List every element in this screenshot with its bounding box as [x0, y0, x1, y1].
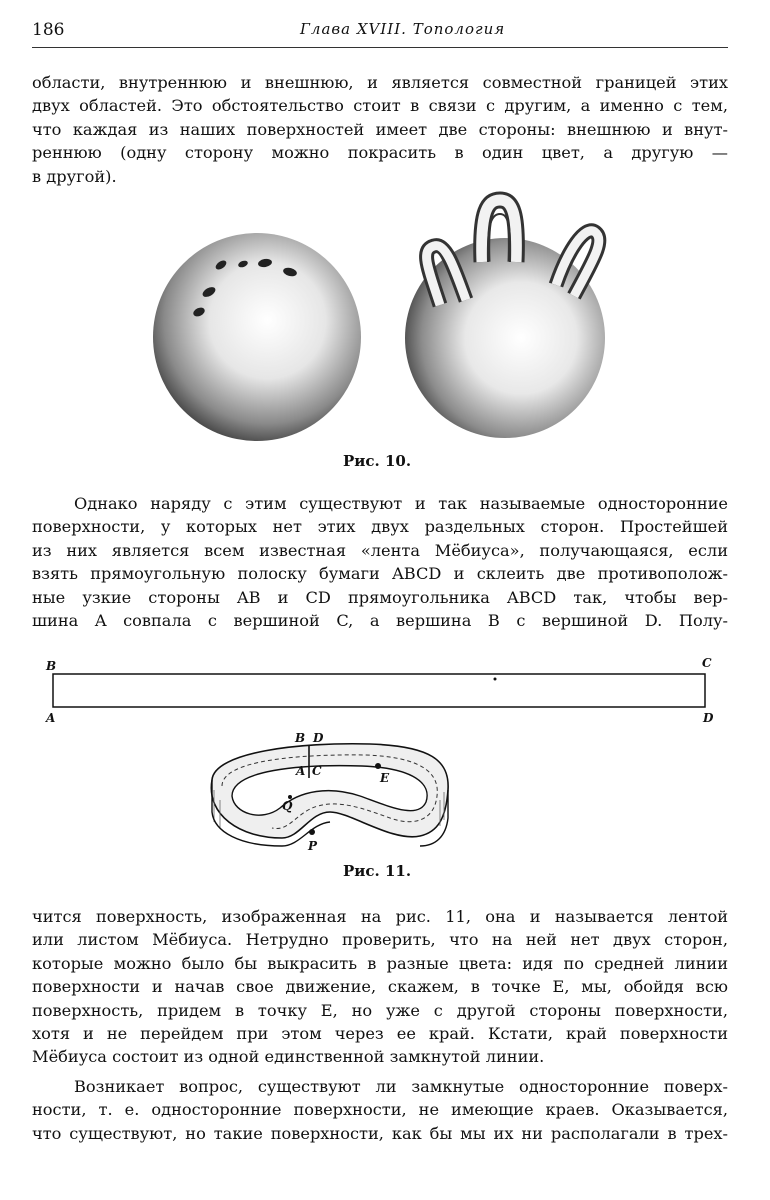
running-title: Глава XVIII. Топология	[300, 20, 506, 38]
text-line: поверхность, придем в точку E, но уже с другой стороны поверхности,	[32, 1000, 728, 1020]
text-line: ности, т. е. односторонние поверхности, не имеющие краев. Оказывается,	[32, 1100, 728, 1120]
mobius-label-p: P	[308, 839, 318, 853]
text-line: шина A совпала с вершиной C, а вершина B с вершиной D. Полу-	[32, 610, 728, 630]
figure-11-caption: Рис. 11.	[343, 862, 412, 880]
mobius-label-c: C	[312, 764, 322, 778]
text-line: Мёбиуса состоит из одной единственной замкнутой линии.	[32, 1047, 545, 1067]
mobius-label-b: B	[295, 731, 306, 745]
strip-label-c: C	[702, 656, 712, 670]
text-line: в другой).	[32, 166, 117, 186]
text-line: Возникает вопрос, существуют ли замкнутые односторонние поверх-	[74, 1077, 728, 1096]
paragraph-3	[32, 905, 728, 1069]
text-line: поверхности, у которых нет этих двух раздельных сторон. Простейшей	[32, 517, 728, 537]
figure-10-caption: Рис. 10.	[343, 452, 412, 470]
mobius-band	[211, 731, 448, 853]
text-line: двух областей. Это обстоятельство стоит в связи с другим, а именно с тем,	[32, 96, 728, 116]
mobius-label-e: E	[380, 771, 390, 785]
strip-label-a: A	[46, 711, 56, 725]
text-line: реннюю (одну сторону можно покрасить в один цвет, а другую —	[32, 143, 728, 163]
text-line: хотя и не перейдем при этом через ее край. Кстати, край поверхности	[32, 1023, 728, 1043]
strip-label-b: B	[46, 659, 57, 673]
text-line: взять прямоугольную полоску бумаги ABCD и склеить две противополож-	[32, 564, 728, 584]
mobius-label-a: A	[296, 764, 306, 778]
text-line: чится поверхность, изображенная на рис. 11, она и называется лентой	[32, 907, 728, 926]
text-line: поверхности и начав свое движение, скажем, в точке E, мы, обойдя всю	[32, 977, 728, 997]
mobius-label-q: Q	[282, 799, 293, 813]
text-line: что существуют, но такие поверхности, как бы мы их ни располагали в трех-	[32, 1123, 728, 1143]
text-line: из них является всем известная «лента Мёбиуса», получающаяся, если	[32, 540, 728, 560]
strip-label-d: D	[703, 711, 714, 725]
paper-strip	[45, 656, 714, 725]
text-line: что каждая из наших поверхностей имеет две стороны: внешнюю и внут-	[32, 119, 728, 139]
text-line: Однако наряду с этим существуют и так называемые односторонние	[74, 494, 728, 513]
page-number: 186	[32, 20, 65, 40]
paragraph-4	[32, 1075, 728, 1145]
mobius-label-d: D	[313, 731, 324, 745]
text-line: или листом Мёбиуса. Нетрудно проверить, что на ней нет двух сторон,	[32, 930, 728, 950]
text-line: ные узкие стороны AB и CD прямоугольника ABCD так, чтобы вер-	[32, 587, 728, 607]
text-line: которые можно было бы выкрасить в разные цвета: идя по средней линии	[32, 953, 728, 973]
text-line: области, внутреннюю и внешнюю, и является совместной границей этих	[32, 73, 728, 92]
